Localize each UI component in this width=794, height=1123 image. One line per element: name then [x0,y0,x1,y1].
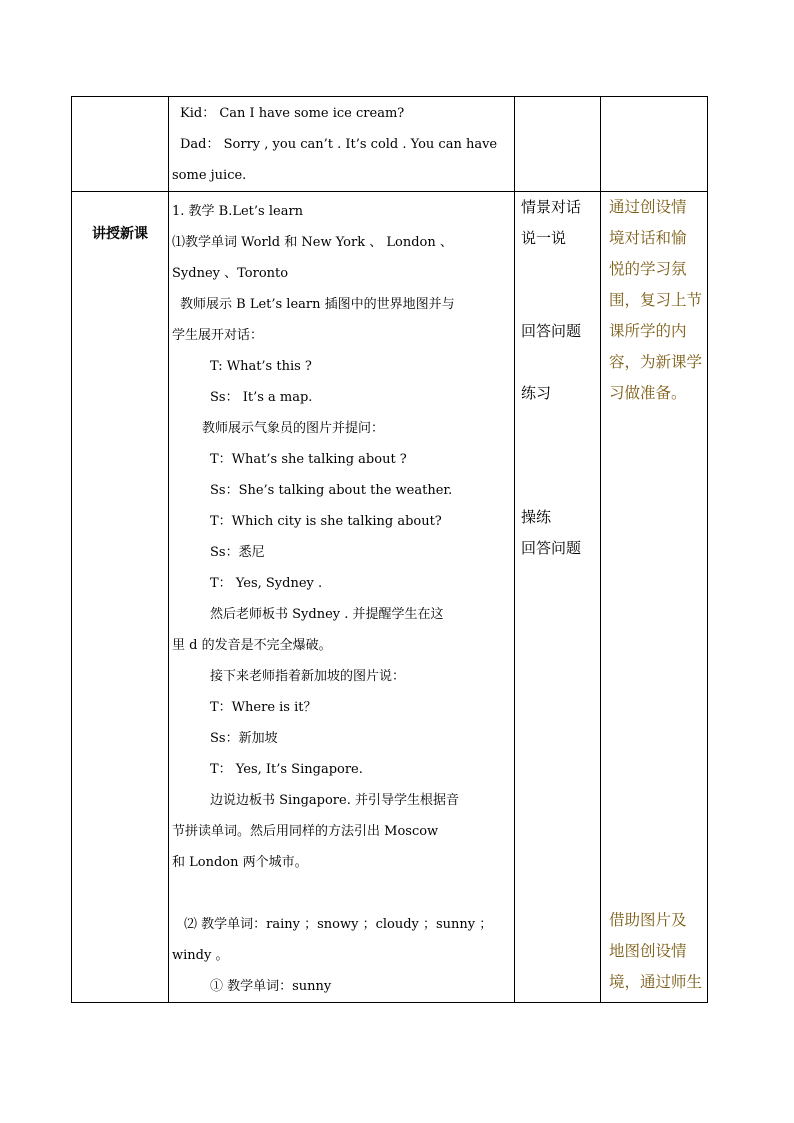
intent-cell [601,97,708,192]
content-line: 1. 教学 B.Let’s learn [172,204,304,219]
intent-text: 容，为新课学 [609,353,703,371]
intent-text: 围，复习上节 [609,291,703,309]
activity-text: 操练 [521,508,552,526]
content-line [172,878,511,909]
dialogue-line: Dad： Sorry , you can’t . It’s cold . You can have [180,137,498,152]
content-line: ① 教学单词：sunny [210,979,332,994]
content-line: Sydney 、Toronto [172,266,289,281]
content-line: 教师展示气象员的图片并提问： [202,421,385,436]
intent-text: 地图创设情 [609,942,687,960]
content-line: ⑵ 教学单词：rainy ；snowy ；cloudy ；sunny ； [184,917,493,932]
lesson-plan-table [71,96,708,1003]
activity-text: 回答问题 [521,322,582,340]
dialogue-line: Kid： Can I have some ice cream? [180,106,405,121]
content-line: windy 。 [172,948,229,963]
activity-text: 练习 [521,384,552,402]
content-line: Ss： It’s a map. [210,390,313,405]
intent-text: 借助图片及 [609,911,687,929]
intent-text: 境对话和愉 [609,229,687,247]
content-line: 边说边板书 Singapore. 并引导学生根据音 [210,793,459,808]
stage-cell [72,97,169,192]
stage-cell [72,192,169,1003]
intent-text: 通过创设情 [609,198,687,216]
intent-text: 习做准备。 [609,384,687,402]
dialogue-line: some juice. [172,168,247,183]
content-line: Ss：She’s talking about the weather. [210,483,453,498]
content-line: T：Where is it？ [210,700,317,715]
intent-text: 课所学的内 [609,322,687,340]
intent-text: 悦的学习氛 [609,260,687,278]
stage-label: 讲授新课 [92,226,148,242]
content-line: T： Yes, It’s Singapore. [210,762,363,777]
activity-text: 说一说 [521,229,567,247]
content-line: 和 London 两个城市。 [172,855,308,870]
content-line: Ss：悉尼 [210,545,265,560]
content-cell [169,192,515,1003]
table-row [72,97,708,192]
table-row [72,192,708,1003]
content-line: T：What’s she talking about ? [210,452,407,467]
content-cell [169,97,515,192]
intent-text: 境，通过师生 [609,973,703,991]
content-line: T：Which city is she talking about? [210,514,442,529]
content-line: ⑴教学单词 World 和 New York 、 London 、 [172,235,453,250]
content-line: 教师展示 B Let’s learn 插图中的世界地图并与 [180,297,455,312]
activity-text: 情景对话 [521,198,582,216]
activity-text: 回答问题 [521,539,582,557]
content-line: 里 d 的发音是不完全爆破。 [172,638,332,653]
intent-cell [601,192,708,1003]
content-line: T： Yes, Sydney . [210,576,323,591]
content-line: 学生展开对话： [172,328,264,343]
content-line: 接下来老师指着新加坡的图片说： [210,669,406,684]
activity-cell [515,97,601,192]
activity-cell [515,192,601,1003]
content-line: Ss：新加坡 [210,731,278,746]
content-line: 然后老师板书 Sydney . 并提醒学生在这 [210,607,444,622]
content-line: T: What’s this ? [210,359,312,374]
content-line: 节拼读单词。然后用同样的方法引出 Moscow [172,824,439,839]
